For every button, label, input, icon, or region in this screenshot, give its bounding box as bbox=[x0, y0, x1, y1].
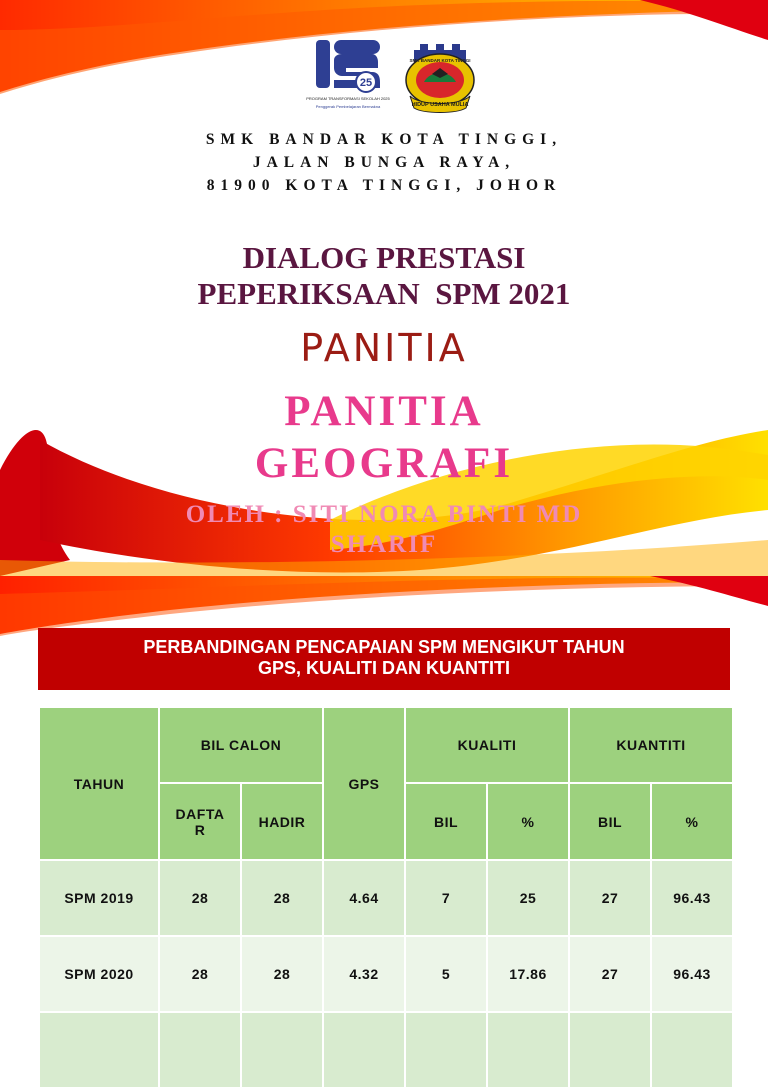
header-bil-calon: BIL CALON bbox=[159, 707, 323, 783]
header-kuantiti-bil: BIL bbox=[569, 783, 651, 860]
table-cell: 28 bbox=[241, 936, 323, 1012]
table-cell: 25 bbox=[487, 860, 569, 936]
subject-line: GEOGRAFI bbox=[254, 440, 514, 487]
table-cell: 4.32 bbox=[323, 936, 405, 1012]
slide2-swoosh-decoration bbox=[0, 576, 768, 636]
table-cell: 28 bbox=[159, 936, 241, 1012]
table-cell: 5 bbox=[405, 936, 487, 1012]
table-cell: 27 bbox=[569, 936, 651, 1012]
banner-line: GPS, KUALITI DAN KUANTITI bbox=[258, 658, 510, 678]
results-table bbox=[38, 706, 734, 1089]
address-line: JALAN BUNGA RAYA, bbox=[252, 154, 516, 171]
address-line: SMK BANDAR KOTA TINGGI, bbox=[205, 131, 563, 148]
comparison-banner bbox=[38, 628, 730, 690]
slide-title bbox=[0, 240, 768, 312]
header-gps: GPS bbox=[323, 707, 405, 860]
table-cell: 27 bbox=[569, 860, 651, 936]
header-daftar-line: DAFTA bbox=[175, 805, 225, 822]
panitia-heading: PANITIA bbox=[300, 326, 468, 370]
title-line: PEPERIKSAAN SPM 2021 bbox=[197, 276, 571, 311]
school-address bbox=[0, 128, 768, 197]
crest-motto: HIDUP USAHA MULIA bbox=[411, 102, 469, 108]
ts25-caption: PROGRAM TRANSFORMASI SEKOLAH 2025 bbox=[306, 96, 390, 101]
header-kualiti-pct: % bbox=[487, 783, 569, 860]
ts25-number: 25 bbox=[359, 77, 373, 89]
ts25-tagline: Penggerak Pembelajaran Bermakna bbox=[315, 104, 381, 109]
header-kualiti: KUALITI bbox=[405, 707, 569, 783]
table-row bbox=[39, 860, 733, 936]
header-hadir: HADIR bbox=[241, 783, 323, 860]
author-credit bbox=[0, 500, 768, 560]
header-kuantiti-pct: % bbox=[651, 783, 733, 860]
header-daftar-line: R bbox=[194, 821, 206, 838]
author-line: OLEH : SITI NORA BINTI MD bbox=[185, 501, 583, 528]
address-line: 81900 KOTA TINGGI, JOHOR bbox=[206, 177, 562, 194]
table-cell: 7 bbox=[405, 860, 487, 936]
crest-ring-text: SMK BANDAR KOTA TINGGI bbox=[409, 58, 471, 63]
table-row-partial bbox=[39, 1012, 733, 1088]
header-tahun: TAHUN bbox=[39, 707, 159, 860]
table-cell: 28 bbox=[241, 860, 323, 936]
author-line: SHARIF bbox=[330, 531, 438, 558]
table-cell: 96.43 bbox=[651, 860, 733, 936]
table-cell: 96.43 bbox=[651, 936, 733, 1012]
header-daftar bbox=[159, 783, 241, 860]
banner-line: PERBANDINGAN PENCAPAIAN SPM MENGIKUT TAHUN bbox=[143, 637, 625, 657]
table-cell: 4.64 bbox=[323, 860, 405, 936]
ts25-logo-icon bbox=[306, 38, 390, 114]
subject-heading bbox=[0, 386, 768, 490]
school-crest-icon bbox=[400, 40, 480, 114]
table-cell: 17.86 bbox=[487, 936, 569, 1012]
comparison-slide bbox=[0, 576, 768, 1024]
table-cell: 28 bbox=[159, 860, 241, 936]
title-line: DIALOG PRESTASI bbox=[242, 240, 526, 275]
table-cell: SPM 2019 bbox=[39, 860, 159, 936]
table-cell: SPM 2020 bbox=[39, 936, 159, 1012]
logo-row bbox=[0, 38, 768, 114]
table-row bbox=[39, 936, 733, 1012]
header-kualiti-bil: BIL bbox=[405, 783, 487, 860]
subject-line: PANITIA bbox=[284, 388, 484, 435]
header-kuantiti: KUANTITI bbox=[569, 707, 733, 783]
